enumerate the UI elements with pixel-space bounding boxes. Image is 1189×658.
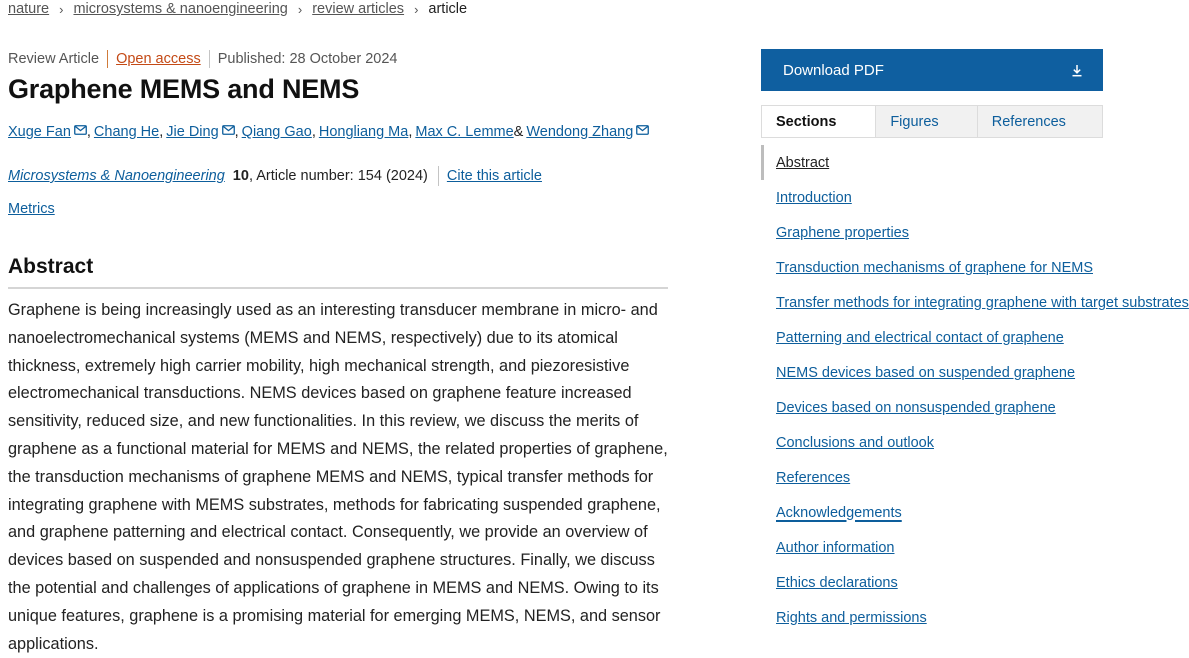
- tab-figures[interactable]: Figures: [875, 106, 976, 137]
- section-nav-item: [761, 495, 1103, 530]
- volume: 10: [232, 168, 249, 184]
- author-link[interactable]: Hongliang Ma: [318, 124, 409, 140]
- breadcrumb-separator-icon: ›: [297, 1, 303, 17]
- section-link[interactable]: Author information: [776, 539, 895, 556]
- metrics-link[interactable]: Metrics: [8, 201, 55, 217]
- author-link[interactable]: Chang He: [93, 124, 160, 140]
- download-pdf-button[interactable]: [761, 49, 1103, 91]
- abstract-heading: Abstract: [8, 255, 94, 278]
- author-link[interactable]: Wendong Zhang: [526, 124, 634, 140]
- citation-line: [8, 166, 542, 186]
- section-link[interactable]: Ethics declarations: [776, 574, 898, 591]
- section-link[interactable]: Abstract: [776, 154, 830, 171]
- section-link[interactable]: Graphene properties: [776, 224, 909, 241]
- article-number: , Article number: 154 (2024): [248, 168, 428, 184]
- section-nav-item: [761, 530, 1103, 565]
- author-separator: ,: [86, 124, 91, 140]
- journal-link[interactable]: Microsystems & Nanoengineering: [8, 168, 225, 184]
- section-nav-item: [761, 285, 1189, 320]
- open-access-link[interactable]: Open access: [116, 51, 201, 67]
- author-link[interactable]: Max C. Lemme: [415, 124, 514, 140]
- section-link[interactable]: NEMS devices based on suspended graphene: [776, 364, 1076, 381]
- email-icon[interactable]: [222, 125, 235, 135]
- author-link[interactable]: Qiang Gao: [241, 124, 312, 140]
- breadcrumb-nature[interactable]: nature: [8, 1, 50, 17]
- article-meta: [8, 50, 397, 68]
- section-nav-item: [761, 250, 1103, 285]
- article-type: Review Article: [8, 51, 100, 67]
- section-nav-item: [761, 460, 1103, 495]
- section-nav-item: [761, 355, 1103, 390]
- section-link[interactable]: Patterning and electrical contact of graphene: [776, 329, 1064, 346]
- section-nav-item: [761, 425, 1103, 460]
- section-nav-item: [761, 600, 1103, 635]
- section-link[interactable]: Conclusions and outlook: [776, 434, 934, 451]
- abstract-divider: [8, 287, 668, 289]
- author-separator: &: [513, 124, 524, 140]
- tab-references[interactable]: References: [977, 106, 1102, 137]
- section-nav-item: [761, 390, 1103, 425]
- section-link[interactable]: Transduction mechanisms of graphene for NEMS: [776, 259, 1093, 276]
- download-icon: [1071, 64, 1083, 77]
- author-separator: ,: [408, 124, 413, 140]
- email-icon[interactable]: [636, 125, 649, 135]
- divider: [209, 50, 210, 68]
- section-nav-item: [761, 180, 1103, 215]
- published-date: Published: 28 October 2024: [217, 51, 398, 67]
- sidebar-tabs: [761, 105, 1103, 138]
- breadcrumb-separator-icon: ›: [59, 1, 64, 17]
- section-navigation: [761, 145, 1189, 635]
- section-link[interactable]: References: [776, 469, 851, 486]
- section-nav-item: [761, 565, 1103, 600]
- breadcrumb-current: article: [428, 1, 468, 17]
- section-link[interactable]: Acknowledgements: [776, 504, 902, 521]
- author-separator: ,: [159, 124, 164, 140]
- section-nav-item: [761, 215, 1103, 250]
- section-nav-item: [761, 320, 1103, 355]
- breadcrumb-separator-icon: ›: [414, 1, 419, 17]
- abstract-text: Graphene is being increasingly used as an interesting transducer membrane in micro- and nanoelectromechanical systems (MEMS and NEMS, respectively) due to its atomical thickness, extremely high carrier mobility, high mechanical strength, and piezoresistive electromechanical transductions. NEMS devices based on graphene feature increased sensitivity, reduced size, and new functionalities. In this review, we discuss the merits of graphene as a functional material for MEMS and NEMS, the related properties of graphene, the transduction mechanisms of graphene MEMS and NEMS, typical transfer methods for integrating graphene with MEMS substrates, methods for fabricating suspended graphene, and graphene patterning and electrical contact. Consequently, we provide an overview of devices based on suspended and nonsuspended graphene structures. Finally, we discuss the potential and challenges of applications of graphene in MEMS and NEMS. Owing to its unique features, graphene is a promising material for emerging MEMS, NEMS, and sensor applications.: [8, 301, 668, 653]
- author-list: [8, 124, 649, 140]
- author-separator: ,: [311, 124, 316, 140]
- divider: [107, 50, 108, 68]
- breadcrumb-review-articles[interactable]: review articles: [312, 1, 405, 17]
- breadcrumb: [8, 1, 467, 17]
- section-link[interactable]: Introduction: [776, 189, 852, 206]
- author-link[interactable]: Jie Ding: [166, 124, 219, 140]
- section-link[interactable]: Rights and permissions: [776, 609, 927, 626]
- breadcrumb-journal[interactable]: microsystems & nanoengineering: [73, 1, 288, 17]
- article-title: Graphene MEMS and NEMS: [8, 74, 360, 104]
- download-pdf-label: Download PDF: [783, 61, 884, 79]
- section-link[interactable]: Transfer methods for integrating graphene with target substrates: [776, 294, 1189, 311]
- cite-this-article-link[interactable]: Cite this article: [446, 168, 542, 184]
- tab-sections[interactable]: Sections: [762, 106, 875, 137]
- author-separator: ,: [234, 124, 239, 140]
- email-icon[interactable]: [74, 125, 87, 135]
- section-link[interactable]: Devices based on nonsuspended graphene: [776, 399, 1056, 416]
- section-nav-item: [761, 145, 1103, 180]
- author-link[interactable]: Xuge Fan: [8, 124, 71, 140]
- divider: [438, 166, 439, 186]
